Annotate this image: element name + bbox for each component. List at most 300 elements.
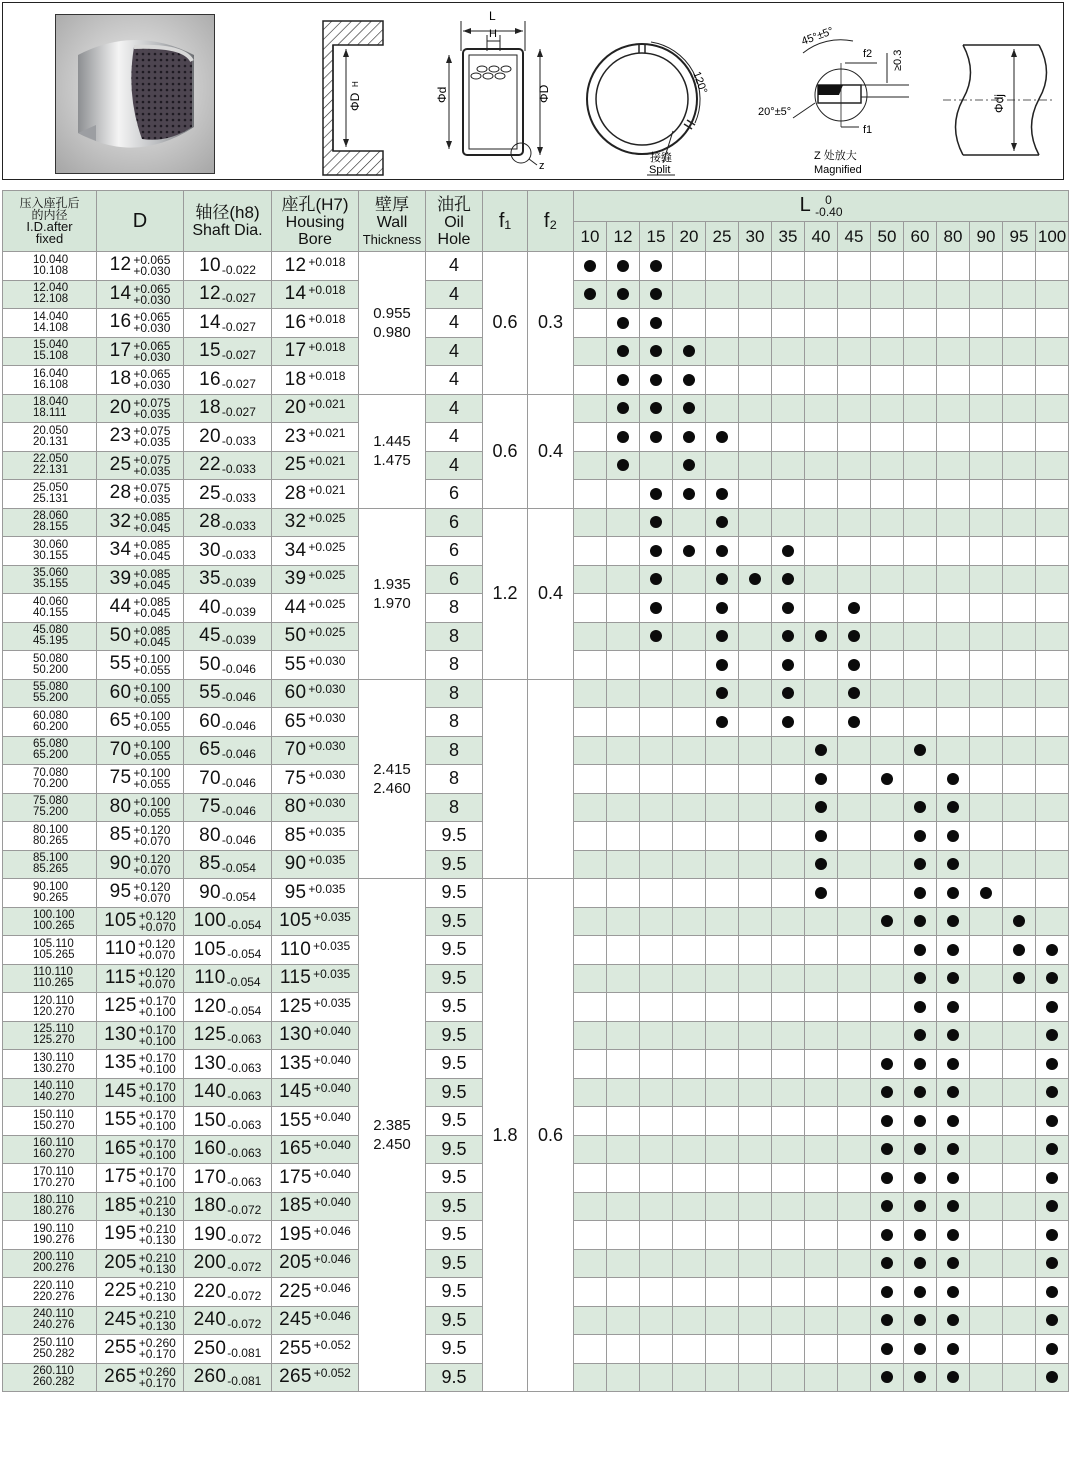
chamfer-f2 (528, 679, 574, 879)
length-cell-95 (1003, 993, 1036, 1022)
shaft-diameter (184, 451, 272, 480)
shaft-tolerance: -0.072 (227, 1231, 262, 1246)
housing-diameter-label: ΦD (348, 92, 362, 111)
length-cell-30 (739, 708, 772, 737)
id-max: 100.265 (33, 920, 75, 933)
shaft-diameter (184, 964, 272, 993)
outer-diameter-tolerance (133, 851, 171, 877)
id-max: 75.200 (33, 806, 69, 819)
outer-diameter (97, 252, 184, 281)
length-cell-30 (739, 1107, 772, 1136)
available-dot-icon (617, 459, 629, 471)
outer-diameter (97, 651, 184, 680)
length-cell-50 (871, 537, 904, 566)
available-dot-icon (947, 858, 959, 870)
length-cell-20 (673, 1135, 706, 1164)
outer-diameter-tolerance (133, 623, 171, 649)
available-dot-icon (947, 830, 959, 842)
shaft-nominal: 105 (193, 938, 227, 960)
length-cell-40 (805, 1335, 838, 1364)
length-cell-10 (574, 537, 607, 566)
length-cell-35 (772, 765, 805, 794)
length-cell-100 (1036, 1192, 1069, 1221)
length-cell-100 (1036, 508, 1069, 537)
id-after-fixed (3, 1164, 97, 1193)
length-cell-100 (1036, 708, 1069, 737)
outer-diameter-nominal: 16 (109, 311, 132, 333)
length-cell-10 (574, 936, 607, 965)
outer-diameter-tolerance (133, 711, 170, 733)
housing-bore (272, 451, 359, 480)
length-cell-35 (772, 252, 805, 281)
id-min: 60.080 (33, 709, 69, 722)
length-cell-12 (607, 1249, 640, 1278)
length-cell-50 (871, 1021, 904, 1050)
length-cell-15 (640, 907, 673, 936)
outer-diameter-nominal: 195 (104, 1223, 137, 1245)
housing-nominal: 205 (279, 1252, 312, 1274)
outer-diameter-nominal: 85 (109, 824, 132, 846)
length-cell-100 (1036, 622, 1069, 651)
length-cell-50 (871, 1192, 904, 1221)
id-after-fixed (3, 736, 97, 765)
shaft-nominal: 240 (193, 1309, 227, 1331)
oil-hole: 4 (426, 337, 483, 366)
outer-diameter (97, 366, 184, 395)
housing-tolerance: +0.035 (313, 938, 351, 953)
shaft-tolerance: -0.063 (227, 1089, 262, 1104)
length-cell-100 (1036, 651, 1069, 680)
housing-nominal: 25 (284, 454, 307, 476)
housing-tolerance: +0.018 (308, 340, 346, 355)
housing-bore (272, 1363, 359, 1392)
length-cell-10 (574, 1278, 607, 1307)
outer-diameter-nominal: 25 (109, 453, 132, 475)
shaft-diameter (184, 850, 272, 879)
length-cell-40 (805, 1164, 838, 1193)
length-cell-95 (1003, 508, 1036, 537)
available-dot-icon (1046, 1086, 1058, 1098)
housing-nominal: 155 (279, 1109, 312, 1131)
outer-diameter-nominal: 18 (109, 368, 132, 390)
tolerance-upper: +0.170 (138, 1136, 176, 1151)
length-cell-80 (937, 850, 970, 879)
length-cell-10 (574, 1164, 607, 1193)
housing-nominal: 225 (279, 1280, 312, 1302)
length-cell-95 (1003, 1021, 1036, 1050)
shaft-diameter (184, 1192, 272, 1221)
shaft-nominal: 16 (199, 368, 221, 390)
id-max: 150.270 (33, 1119, 75, 1132)
shaft-diameter (184, 280, 272, 309)
available-dot-icon (881, 1229, 893, 1241)
length-cell-12 (607, 451, 640, 480)
length-cell-10 (574, 1363, 607, 1392)
outer-diameter-tolerance (133, 509, 171, 535)
length-cell-60 (904, 1278, 937, 1307)
id-min: 80.100 (33, 823, 69, 836)
length-cell-100 (1036, 565, 1069, 594)
outer-diameter-tolerance (138, 1193, 176, 1219)
housing-bore (272, 1078, 359, 1107)
housing-nominal: 130 (279, 1024, 312, 1046)
id-after-fixed (3, 1221, 97, 1250)
length-cell-95 (1003, 337, 1036, 366)
shaft-nominal: 55 (199, 682, 221, 704)
length-cell-25 (706, 1164, 739, 1193)
chamfer-f1: 0.6 (483, 252, 528, 395)
length-cell-40 (805, 850, 838, 879)
housing-tolerance: +0.040 (313, 1195, 351, 1210)
id-after-fixed (3, 993, 97, 1022)
length-cell-80 (937, 1107, 970, 1136)
length-cell-40 (805, 394, 838, 423)
length-cell-20 (673, 1221, 706, 1250)
id-min: 14.040 (33, 310, 69, 323)
outer-diameter-tolerance (138, 1364, 176, 1390)
length-cell-45 (838, 394, 871, 423)
available-dot-icon (650, 317, 662, 329)
chamfer-f2: 0.4 (528, 508, 574, 679)
outer-diameter (97, 679, 184, 708)
oil-hole: 8 (426, 708, 483, 737)
length-header-30: 30 (739, 222, 772, 252)
length-cell-90 (970, 708, 1003, 737)
available-dot-icon (1046, 1286, 1058, 1298)
housing-bore (272, 622, 359, 651)
available-dot-icon (716, 573, 728, 585)
available-dot-icon (782, 659, 794, 671)
shaft-tolerance: -0.046 (221, 747, 256, 762)
oil-hole: 9.5 (426, 1021, 483, 1050)
oil-hole: 9.5 (426, 1221, 483, 1250)
tolerance-lower: +0.130 (138, 1204, 176, 1219)
length-cell-30 (739, 1249, 772, 1278)
length-cell-30 (739, 1021, 772, 1050)
length-cell-45 (838, 1050, 871, 1079)
housing-nominal: 14 (284, 283, 307, 305)
length-cell-50 (871, 793, 904, 822)
length-cell-80 (937, 1249, 970, 1278)
length-cell-30 (739, 1306, 772, 1335)
length-cell-25 (706, 337, 739, 366)
length-cell-40 (805, 451, 838, 480)
available-dot-icon (1046, 1115, 1058, 1127)
oil-hole: 9.5 (426, 1107, 483, 1136)
available-dot-icon (947, 1371, 959, 1383)
length-cell-12 (607, 1135, 640, 1164)
length-cell-50 (871, 708, 904, 737)
oil-hole: 9.5 (426, 1278, 483, 1307)
housing-bore (272, 850, 359, 879)
id-after-fixed (3, 451, 97, 480)
shaft-tolerance: -0.046 (221, 690, 256, 705)
outer-diameter-tolerance (138, 1136, 176, 1162)
shaft-diameter (184, 1050, 272, 1079)
available-dot-icon (1046, 1143, 1058, 1155)
length-cell-30 (739, 936, 772, 965)
id-min: 130.110 (33, 1051, 74, 1064)
available-dot-icon (617, 288, 629, 300)
available-dot-icon (650, 374, 662, 386)
wall-min: 0.955 (373, 304, 411, 322)
id-after-fixed (3, 765, 97, 794)
outer-diameter (97, 936, 184, 965)
length-cell-60 (904, 793, 937, 822)
shaft-diameter (184, 1021, 272, 1050)
length-cell-100 (1036, 1363, 1069, 1392)
length-cell-45 (838, 1107, 871, 1136)
length-cell-30 (739, 679, 772, 708)
housing-nominal: 50 (284, 625, 307, 647)
length-cell-50 (871, 252, 904, 281)
length-cell-30 (739, 1164, 772, 1193)
tolerance-lower: +0.070 (133, 834, 171, 849)
length-cell-35 (772, 907, 805, 936)
id-after-fixed (3, 1135, 97, 1164)
housing-bore (272, 594, 359, 623)
available-dot-icon (683, 545, 695, 557)
tolerance-lower: +0.030 (133, 378, 171, 393)
length-cell-40 (805, 822, 838, 851)
length-cell-25 (706, 1050, 739, 1079)
length-cell-60 (904, 622, 937, 651)
outer-diameter (97, 1335, 184, 1364)
available-dot-icon (914, 858, 926, 870)
shaft-diameter (184, 765, 272, 794)
available-dot-icon (1046, 1058, 1058, 1070)
length-cell-25 (706, 1107, 739, 1136)
length-cell-20 (673, 993, 706, 1022)
outer-diameter-tolerance (133, 597, 170, 619)
id-max: 22.131 (33, 464, 69, 477)
length-cell-45 (838, 993, 871, 1022)
length-cell-40 (805, 1078, 838, 1107)
length-cell-25 (706, 252, 739, 281)
length-cell-60 (904, 366, 937, 395)
length-cell-90 (970, 565, 1003, 594)
length-cell-10 (574, 1335, 607, 1364)
id-max: 65.200 (33, 749, 69, 762)
available-dot-icon (1046, 944, 1058, 956)
housing-bore (272, 1164, 359, 1193)
length-cell-95 (1003, 594, 1036, 623)
length-cell-20 (673, 280, 706, 309)
outer-diameter (97, 1306, 184, 1335)
available-dot-icon (815, 630, 827, 642)
tolerance-lower: +0.170 (138, 1347, 176, 1362)
available-dot-icon (848, 687, 860, 699)
id-max: 180.276 (33, 1205, 75, 1218)
length-cell-15 (640, 708, 673, 737)
outer-diameter (97, 822, 184, 851)
length-cell-30 (739, 1078, 772, 1107)
oil-hole: 9.5 (426, 1192, 483, 1221)
outer-diameter (97, 1192, 184, 1221)
housing-nominal: 80 (284, 796, 307, 818)
available-dot-icon (1046, 1314, 1058, 1326)
available-dot-icon (848, 659, 860, 671)
tolerance-upper: +0.075 (133, 395, 171, 410)
shaft-tolerance: -0.046 (221, 832, 256, 847)
available-dot-icon (914, 1172, 926, 1184)
id-after-fixed (3, 280, 97, 309)
tolerance-upper: +0.100 (133, 737, 171, 752)
tolerance-upper: +0.120 (133, 823, 171, 838)
available-dot-icon (716, 602, 728, 614)
outer-diameter-nominal: 265 (104, 1365, 137, 1387)
length-cell-50 (871, 366, 904, 395)
id-after-fixed (3, 708, 97, 737)
length-cell-90 (970, 537, 1003, 566)
outer-diameter (97, 850, 184, 879)
length-cell-60 (904, 765, 937, 794)
length-cell-95 (1003, 622, 1036, 651)
shaft-nominal: 75 (199, 796, 221, 818)
id-after-fixed (3, 252, 97, 281)
length-cell-10 (574, 508, 607, 537)
outer-diameter-nominal: 60 (109, 681, 132, 703)
length-cell-25 (706, 366, 739, 395)
tolerance-lower: +0.030 (133, 264, 171, 279)
length-cell-30 (739, 964, 772, 993)
length-cell-12 (607, 1221, 640, 1250)
length-cell-40 (805, 993, 838, 1022)
length-cell-35 (772, 679, 805, 708)
shaft-nominal: 250 (193, 1337, 227, 1359)
length-cell-15 (640, 679, 673, 708)
shaft-diameter (184, 366, 272, 395)
wall-thickness (359, 252, 426, 395)
length-cell-80 (937, 936, 970, 965)
housing-tolerance: +0.040 (313, 1109, 351, 1124)
available-dot-icon (914, 1314, 926, 1326)
length-cell-30 (739, 793, 772, 822)
tolerance-lower: +0.035 (133, 463, 171, 478)
available-dot-icon (1046, 1371, 1058, 1383)
length-cell-10 (574, 622, 607, 651)
length-cell-20 (673, 594, 706, 623)
housing-tolerance: +0.040 (313, 1052, 351, 1067)
tolerance-upper: +0.170 (138, 1051, 176, 1066)
available-dot-icon (815, 744, 827, 756)
tolerance-upper: +0.260 (138, 1336, 176, 1351)
length-cell-45 (838, 1021, 871, 1050)
length-cell-35 (772, 793, 805, 822)
housing-bore (272, 480, 359, 509)
outer-diameter-nominal: 20 (109, 396, 132, 418)
id-after-fixed (3, 1192, 97, 1221)
length-cell-60 (904, 993, 937, 1022)
housing-bore (272, 736, 359, 765)
housing-nominal: 165 (279, 1138, 312, 1160)
tolerance-upper: +0.120 (133, 851, 171, 866)
id-after-fixed (3, 508, 97, 537)
length-cell-45 (838, 679, 871, 708)
id-min: 150.110 (33, 1108, 74, 1121)
shaft-tolerance: -0.039 (221, 633, 256, 648)
angle-20-label: 20°±5° (758, 106, 792, 118)
length-cell-95 (1003, 1107, 1036, 1136)
outer-diameter-tolerance (133, 312, 170, 334)
available-dot-icon (914, 830, 926, 842)
length-cell-90 (970, 480, 1003, 509)
housing-tolerance: +0.046 (313, 1252, 351, 1267)
length-cell-100 (1036, 337, 1069, 366)
length-cell-90 (970, 280, 1003, 309)
length-cell-45 (838, 537, 871, 566)
length-cell-100 (1036, 736, 1069, 765)
shaft-tolerance: -0.063 (227, 1060, 262, 1075)
available-dot-icon (683, 402, 695, 414)
length-cell-40 (805, 793, 838, 822)
length-cell-10 (574, 1221, 607, 1250)
housing-nominal: 75 (284, 767, 307, 789)
outer-diameter (97, 736, 184, 765)
tolerance-lower: +0.070 (138, 948, 176, 963)
shaft-diameter (184, 936, 272, 965)
angle-45-label: 45°±5° (799, 25, 836, 48)
id-max: 220.276 (33, 1290, 75, 1303)
id-after-fixed (3, 1363, 97, 1392)
id-max: 14.108 (33, 321, 69, 334)
length-cell-35 (772, 879, 805, 908)
tolerance-lower: +0.045 (133, 577, 171, 592)
length-cell-100 (1036, 280, 1069, 309)
id-min: 16.040 (33, 367, 69, 380)
available-dot-icon (980, 887, 992, 899)
id-min: 170.110 (33, 1165, 74, 1178)
shaft-tolerance: -0.033 (221, 519, 256, 534)
length-cell-25 (706, 1221, 739, 1250)
chamfer-f1: 0.6 (483, 394, 528, 508)
shaft-nominal: 40 (199, 596, 221, 618)
length-cell-30 (739, 394, 772, 423)
length-cell-90 (970, 337, 1003, 366)
housing-tolerance: +0.021 (308, 425, 346, 440)
housing-nominal: 255 (279, 1337, 312, 1359)
length-cell-90 (970, 993, 1003, 1022)
length-cell-90 (970, 1135, 1003, 1164)
available-dot-icon (947, 944, 959, 956)
available-dot-icon (881, 1371, 893, 1383)
length-cell-25 (706, 594, 739, 623)
length-cell-60 (904, 907, 937, 936)
shaft-nominal: 140 (193, 1081, 227, 1103)
length-header-20: 20 (673, 222, 706, 252)
available-dot-icon (617, 374, 629, 386)
oil-hole: 9.5 (426, 850, 483, 879)
length-cell-20 (673, 366, 706, 395)
technical-drawings (3, 3, 1065, 181)
length-cell-10 (574, 736, 607, 765)
length-cell-45 (838, 309, 871, 338)
shaft-tolerance: -0.063 (227, 1032, 262, 1047)
shaft-tolerance: -0.054 (226, 975, 261, 990)
shaft-diameter (184, 1249, 272, 1278)
length-cell-90 (970, 1107, 1003, 1136)
tolerance-lower: +0.070 (133, 862, 171, 877)
available-dot-icon (947, 773, 959, 785)
length-cell-10 (574, 480, 607, 509)
shaft-diameter (184, 1278, 272, 1307)
id-after-fixed (3, 594, 97, 623)
length-cell-45 (838, 1306, 871, 1335)
oil-hole: 8 (426, 765, 483, 794)
length-cell-20 (673, 736, 706, 765)
wall-min: 1.445 (373, 433, 411, 450)
housing-bore (272, 708, 359, 737)
